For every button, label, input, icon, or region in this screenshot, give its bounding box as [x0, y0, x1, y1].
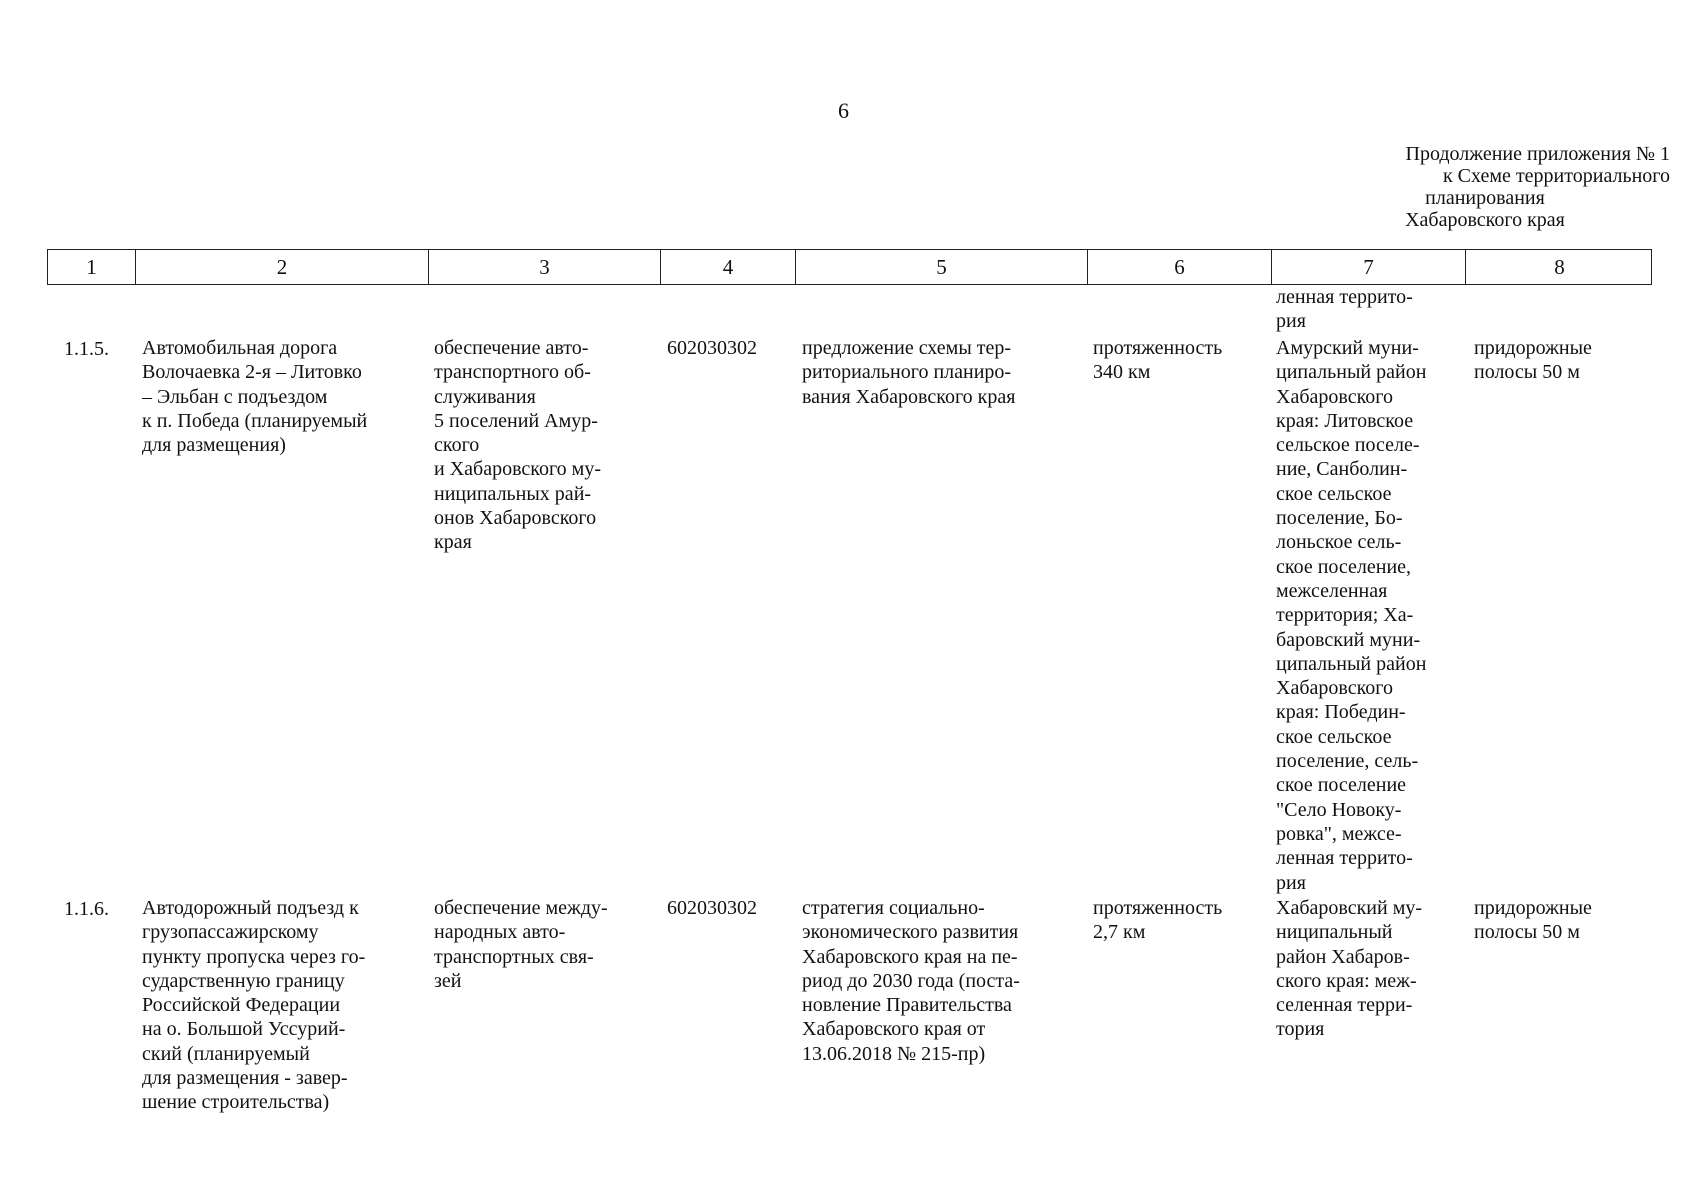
- row-number: 1.1.5.: [64, 338, 109, 360]
- page-number: 6: [838, 98, 849, 123]
- object-location: Хабаровский му- ниципальный район Хабаров- ского края: меж- селенная терри- тория: [1276, 897, 1423, 1041]
- object-characteristics: протяженность 2,7 км: [1093, 897, 1223, 944]
- object-code: 602030302: [667, 897, 757, 919]
- object-code: 602030302: [667, 337, 757, 359]
- appendix-note-line: к Схеме территориального: [1442, 165, 1670, 187]
- table-header-row: [47, 249, 1652, 285]
- object-name: Автодорожный подъезд к грузопассажирскому пункту пропуска через го- сударственную границу Российской Федерации на о. Большой Уссурий- ский (планируемый для размещения - завер- шение строительства): [142, 897, 366, 1114]
- carryover-location-text: ленная террито- рия: [1276, 286, 1413, 333]
- column-header: 4: [661, 250, 796, 284]
- appendix-note-line: планирования: [1425, 187, 1545, 209]
- column-header: 6: [1088, 250, 1272, 284]
- column-header: 2: [136, 250, 429, 284]
- column-header: 1: [48, 250, 136, 284]
- planning-basis: стратегия социально- экономического развития Хабаровского края на пе- риод до 2030 года (поста- новление Правительства Хабаровского края от 13.06.2018 № 215-пр): [802, 897, 1020, 1065]
- object-purpose: обеспечение между- народных авто- транспортных свя- зей: [434, 897, 608, 992]
- zones-with-special-conditions: придорожные полосы 50 м: [1474, 337, 1592, 384]
- column-header: 5: [796, 250, 1088, 284]
- column-header: 8: [1554, 255, 1565, 279]
- column-header: 7: [1272, 250, 1466, 284]
- object-name: Автомобильная дорога Волочаевка 2-я – Литовко – Эльбан с подъездом к п. Победа (планируемый для размещения): [142, 337, 368, 457]
- column-header: 3: [429, 250, 661, 284]
- object-purpose: обеспечение авто- транспортного об- служивания 5 поселений Амур- ского и Хабаровского му- ниципальных рай- онов Хабаровского края: [434, 337, 602, 554]
- object-location: Амурский муни- ципальный район Хабаровского края: Литовское сельское поселе- ние, Санболин- ское сельское поселение, Бо- лоньское сель- ское поселение, межселенная территория; Ха- баровский муни- ципальный район Хабаровского края: Победин- ское сельское поселение, сель- ское поселение "Село Новоку- ровка", межсе- ленная террито- рия: [1276, 337, 1427, 894]
- planning-basis: предложение схемы тер- риториального планиро- вания Хабаровского края: [802, 337, 1016, 408]
- appendix-note-line: Продолжение приложения № 1: [1405, 143, 1670, 165]
- object-characteristics: протяженность 340 км: [1093, 337, 1223, 384]
- appendix-note: [1300, 143, 1670, 231]
- row-number: 1.1.6.: [64, 898, 109, 920]
- zones-with-special-conditions: придорожные полосы 50 м: [1474, 897, 1592, 944]
- appendix-note-line: Хабаровского края: [1405, 209, 1565, 231]
